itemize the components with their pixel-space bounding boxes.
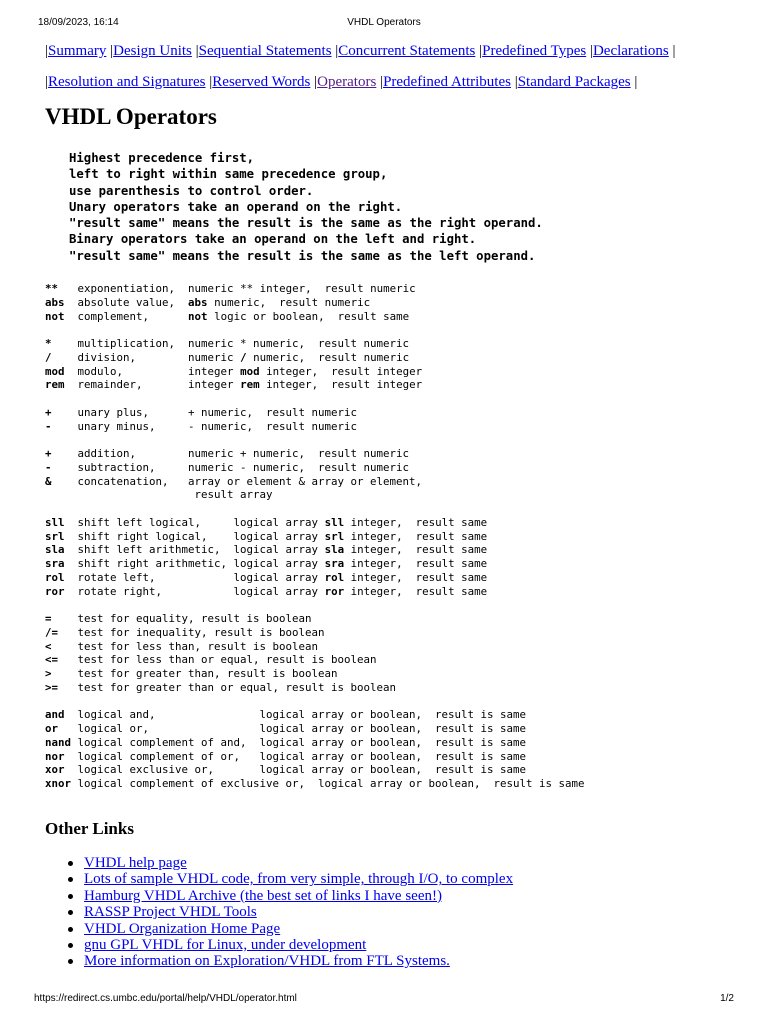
bullet-icon (68, 861, 73, 866)
operator-spacer (65, 557, 78, 570)
blank-line (45, 392, 585, 406)
operator-row (45, 736, 585, 750)
operator-description: test for less than or equal, result is boolean (77, 653, 377, 667)
operator-symbol: & (45, 474, 52, 488)
operator-row (45, 557, 585, 571)
operator-description: concatenation, (77, 474, 189, 488)
operator-spacer (52, 612, 78, 625)
operator-spacer (52, 406, 78, 419)
operator-spacer (52, 640, 78, 653)
operator-spacer (65, 310, 78, 323)
other-link[interactable]: Hamburg VHDL Archive (the best set of links I have seen!) (84, 887, 442, 904)
operator-description: logical exclusive or, (77, 763, 260, 777)
operator-row (45, 461, 585, 475)
operator-symbol: xor (45, 763, 65, 777)
operator-row (45, 475, 585, 489)
operator-usage: logical array (233, 543, 325, 557)
blank-line (45, 323, 585, 337)
other-link[interactable]: VHDL Organization Home Page (84, 920, 281, 937)
operator-usage: integer, result integer (259, 364, 423, 378)
usage-operator: sll (324, 515, 345, 529)
operator-row (45, 420, 585, 434)
operator-row (45, 763, 585, 777)
nav-link-declarations[interactable]: Declarations (592, 43, 669, 59)
operator-symbol: xnor (45, 777, 72, 790)
operator-description: shift left logical, (77, 515, 234, 529)
blank-line (45, 695, 585, 709)
operator-usage: numeric * numeric, result numeric (188, 337, 410, 350)
operator-symbol: - (45, 419, 52, 433)
nav-row-2 (45, 73, 637, 91)
usage-operator: rol (324, 570, 345, 584)
operator-row (45, 571, 585, 585)
nav-separator: | (209, 74, 213, 90)
nav-separator: | (195, 43, 199, 59)
nav-link-predefined-attributes[interactable]: Predefined Attributes (383, 74, 511, 90)
operator-row (45, 681, 585, 695)
usage-operator: mod (240, 364, 260, 378)
blank-line (45, 433, 585, 447)
operator-symbol: ** (45, 282, 59, 295)
operator-symbol: sra (45, 557, 65, 570)
operator-description: test for equality, result is boolean (77, 612, 312, 625)
intro-line: Highest precedence first, (69, 151, 255, 165)
list-item (66, 937, 513, 953)
operator-symbol: abs (45, 295, 65, 309)
operator-description: multiplication, (77, 337, 189, 350)
operator-spacer (65, 516, 78, 529)
operator-row (45, 640, 585, 654)
operator-description: test for greater than or equal, result is boolean (77, 680, 397, 694)
usage-operator: sla (324, 543, 345, 557)
operator-row (45, 516, 585, 530)
operator-usage: numeric + numeric, result numeric (188, 447, 410, 460)
operator-description: logical or, (77, 722, 260, 735)
usage-operator: ror (324, 584, 345, 598)
operator-symbol: - (45, 460, 52, 474)
operator-usage: logical array or boolean, result is same (259, 735, 527, 749)
nav-separator: | (45, 74, 49, 90)
nav-separator: | (672, 43, 676, 59)
nav-separator: | (45, 43, 49, 59)
nav-link-predefined-types[interactable]: Predefined Types (482, 43, 587, 59)
operator-symbol: nor (45, 749, 65, 763)
operator-symbol: not (45, 309, 65, 323)
operator-row (45, 750, 585, 764)
operator-spacer (58, 282, 78, 295)
operator-row (45, 378, 585, 392)
operator-symbol: / (45, 350, 52, 364)
operator-spacer (52, 475, 78, 488)
nav-row-1 (45, 42, 676, 60)
operator-spacer (52, 461, 78, 474)
other-links-list (66, 855, 513, 970)
operator-spacer (65, 378, 78, 391)
nav-separator: | (479, 43, 483, 59)
operator-usage: logical array (233, 570, 325, 584)
intro-line: "result same" means the result is the same as the left operand. (69, 248, 536, 263)
intro-line: left to right within same precedence group, (69, 167, 388, 182)
bullet-icon (68, 927, 73, 932)
operator-usage: + numeric, result numeric (188, 405, 358, 419)
operator-usage: logical array (233, 584, 325, 598)
operator-usage: numeric (188, 350, 241, 364)
operator-spacer (58, 722, 78, 735)
print-title: VHDL Operators (347, 17, 421, 28)
operator-description: shift right logical, (77, 529, 234, 543)
usage-operator: rem (240, 378, 260, 392)
other-link[interactable]: More information on Exploration/VHDL from FTL Systems. (84, 953, 450, 970)
bullet-icon (68, 959, 73, 964)
nav-link-reserved-words[interactable]: Reserved Words (212, 74, 311, 90)
operator-description: test for less than, result is boolean (77, 639, 319, 653)
operator-usage: integer, result same (344, 570, 488, 584)
intro-text (69, 150, 543, 264)
print-date: 18/09/2023, 16:14 (38, 17, 119, 28)
operator-symbol: >= (45, 680, 59, 694)
nav-separator: | (380, 74, 384, 90)
operator-row (45, 530, 585, 544)
operator-symbol: srl (45, 529, 65, 543)
usage-operator: / (240, 350, 247, 364)
operator-description: logical complement of and, (77, 735, 260, 749)
operator-symbol: ror (45, 584, 65, 598)
operator-usage: integer, result integer (259, 378, 423, 392)
print-footer (34, 993, 734, 1007)
operator-row (45, 406, 585, 420)
operator-description: addition, (77, 447, 189, 460)
operator-symbol: sla (45, 543, 65, 557)
operator-description: rotate left, (77, 570, 234, 584)
print-header (38, 17, 730, 31)
intro-line: "result same" means the result is the same as the right operand. (69, 216, 543, 231)
list-item (66, 871, 513, 887)
operator-usage: ** (240, 282, 254, 295)
operator-symbol: rol (45, 570, 65, 584)
operator-symbol: < (45, 639, 52, 653)
intro-line: Binary operators take an operand on the left and right. (69, 232, 477, 247)
bullet-icon (68, 877, 73, 882)
bullet-icon (68, 910, 73, 915)
operator-symbol: or (45, 722, 59, 735)
operator-usage: integer (188, 364, 241, 378)
operator-usage: numeric, result numeric (246, 350, 410, 364)
nav-link-standard-packages[interactable]: Standard Packages (517, 74, 631, 90)
operator-spacer (58, 626, 78, 639)
operator-description: modulo, (77, 364, 189, 378)
nav-link-resolution-and-signatures[interactable]: Resolution and Signatures (48, 74, 206, 90)
operator-description: exponentiation, (77, 282, 189, 295)
operator-row (45, 447, 585, 461)
operator-usage: integer (188, 378, 241, 392)
usage-operator: srl (324, 529, 345, 543)
operator-row (45, 543, 585, 557)
print-url: https://redirect.cs.umbc.edu/portal/help/VHDL/operator.html (34, 993, 297, 1004)
usage-operator: abs (188, 295, 208, 309)
other-link[interactable]: RASSP Project VHDL Tools (84, 904, 257, 921)
operator-usage: integer, result numeric (253, 282, 416, 295)
operator-description: division, (77, 350, 189, 364)
intro-line: Unary operators take an operand on the right. (69, 199, 403, 214)
operator-row (45, 337, 585, 351)
nav-link-sequential-statements[interactable]: Sequential Statements (198, 43, 332, 59)
operator-row (45, 777, 585, 791)
blank-line (45, 502, 585, 516)
operator-symbol: rem (45, 378, 65, 392)
operator-usage: logical array or boolean, result is same (259, 722, 527, 735)
nav-link-summary[interactable]: Summary (48, 43, 107, 59)
operator-usage: result array (45, 488, 273, 502)
operator-row (45, 282, 585, 296)
operator-description: absolute value, (77, 295, 189, 309)
operator-description: subtraction, (77, 460, 189, 474)
list-item (66, 904, 513, 920)
operator-row (45, 351, 585, 365)
operator-spacer (52, 351, 78, 364)
nav-separator: | (514, 74, 518, 90)
operator-spacer (52, 667, 78, 680)
operator-usage: numeric - numeric, result numeric (188, 460, 410, 474)
operator-spacer (58, 681, 78, 694)
operator-row (45, 296, 585, 310)
operator-spacer (65, 296, 78, 309)
operator-description: unary plus, (77, 405, 189, 419)
operator-symbol: and (45, 708, 65, 722)
operator-row (45, 310, 585, 324)
operator-row (45, 365, 585, 379)
nav-separator: | (314, 74, 318, 90)
blank-line (45, 598, 585, 612)
nav-separator: | (589, 43, 593, 59)
page-title: VHDL Operators (45, 104, 217, 129)
operator-symbol: + (45, 447, 52, 460)
nav-link-operators[interactable]: Operators (317, 74, 377, 90)
operator-spacer (58, 653, 78, 666)
operator-row (45, 612, 585, 626)
operator-usage: integer, result same (344, 543, 488, 557)
operator-usage: - numeric, result numeric (188, 419, 358, 433)
operator-spacer (65, 708, 78, 721)
bullet-icon (68, 943, 73, 948)
operator-row (45, 488, 585, 502)
operator-usage: logical array or boolean, result is same (259, 749, 527, 763)
operator-symbol: > (45, 667, 52, 680)
intro-line: use parenthesis to control order. (69, 183, 314, 198)
operator-symbol: mod (45, 364, 65, 378)
operator-description: shift right arithmetic, (77, 557, 234, 570)
operator-description: logical complement of or, (77, 749, 260, 763)
operator-usage: logical array (233, 529, 325, 543)
operator-description: unary minus, (77, 419, 189, 433)
operator-spacer (65, 763, 78, 776)
operator-usage: integer, result same (344, 584, 488, 598)
nav-link-design-units[interactable]: Design Units (113, 43, 192, 59)
nav-separator: | (335, 43, 339, 59)
operator-usage: logical array (233, 557, 325, 570)
operator-description: remainder, (77, 378, 189, 392)
operator-description: test for inequality, result is boolean (77, 625, 325, 639)
other-link[interactable]: Lots of sample VHDL code, from very simple, through I/O, to complex (84, 871, 514, 888)
operator-symbol: <= (45, 653, 59, 667)
operator-spacer (65, 365, 78, 378)
operator-symbol: nand (45, 735, 72, 749)
other-links-heading: Other Links (45, 819, 134, 838)
nav-link-concurrent-statements[interactable]: Concurrent Statements (338, 43, 476, 59)
operator-spacer (65, 530, 78, 543)
operator-usage: integer, result same (344, 515, 488, 529)
operator-row (45, 626, 585, 640)
operator-symbol: = (45, 612, 52, 625)
operator-symbol: * (45, 337, 52, 350)
operator-usage: logic or boolean, result same (207, 309, 410, 323)
operator-symbol: sll (45, 515, 65, 529)
operator-row (45, 722, 585, 736)
nav-separator: | (634, 74, 638, 90)
operator-symbol: /= (45, 625, 59, 639)
usage-operator: sra (324, 557, 345, 570)
usage-operator: not (188, 309, 208, 323)
operator-usage: numeric (188, 282, 241, 295)
operator-usage: logical array or boolean, result is same (259, 763, 527, 777)
list-item (66, 855, 513, 871)
list-item (66, 921, 513, 937)
operator-row (45, 653, 585, 667)
operator-description: shift left arithmetic, (77, 543, 234, 557)
operator-spacer (65, 543, 78, 556)
print-page-number: 1/2 (720, 993, 734, 1004)
operator-usage: logical array or boolean, result is same (318, 777, 585, 790)
operator-row (45, 667, 585, 681)
operator-spacer (52, 447, 78, 460)
operator-usage: logical array or boolean, result is same (259, 708, 527, 722)
operator-spacer (65, 750, 78, 763)
operator-symbol: + (45, 405, 52, 419)
operator-spacer (52, 420, 78, 433)
operator-usage: numeric, result numeric (207, 295, 371, 309)
operator-description: rotate right, (77, 584, 234, 598)
other-link[interactable]: VHDL help page (84, 855, 187, 871)
operator-usage: logical array (233, 515, 325, 529)
operator-row (45, 585, 585, 599)
list-item (66, 888, 513, 904)
list-item (66, 953, 513, 969)
operator-usage: integer, result same (344, 529, 488, 543)
operator-spacer (52, 337, 78, 350)
operator-row (45, 708, 585, 722)
operator-description: complement, (77, 309, 189, 323)
operator-description: logical and, (77, 708, 260, 722)
operator-usage: integer, result same (344, 557, 488, 570)
operator-spacer (65, 585, 78, 598)
bullet-icon (68, 894, 73, 899)
nav-separator: | (110, 43, 114, 59)
operator-usage: array or element & array or element, (188, 474, 423, 488)
operator-description: test for greater than, result is boolean (77, 667, 338, 680)
operator-description: logical complement of exclusive or, (77, 777, 319, 790)
operator-spacer (65, 571, 78, 584)
operator-table (45, 282, 585, 791)
other-link[interactable]: gnu GPL VHDL for Linux, under development (84, 937, 367, 954)
